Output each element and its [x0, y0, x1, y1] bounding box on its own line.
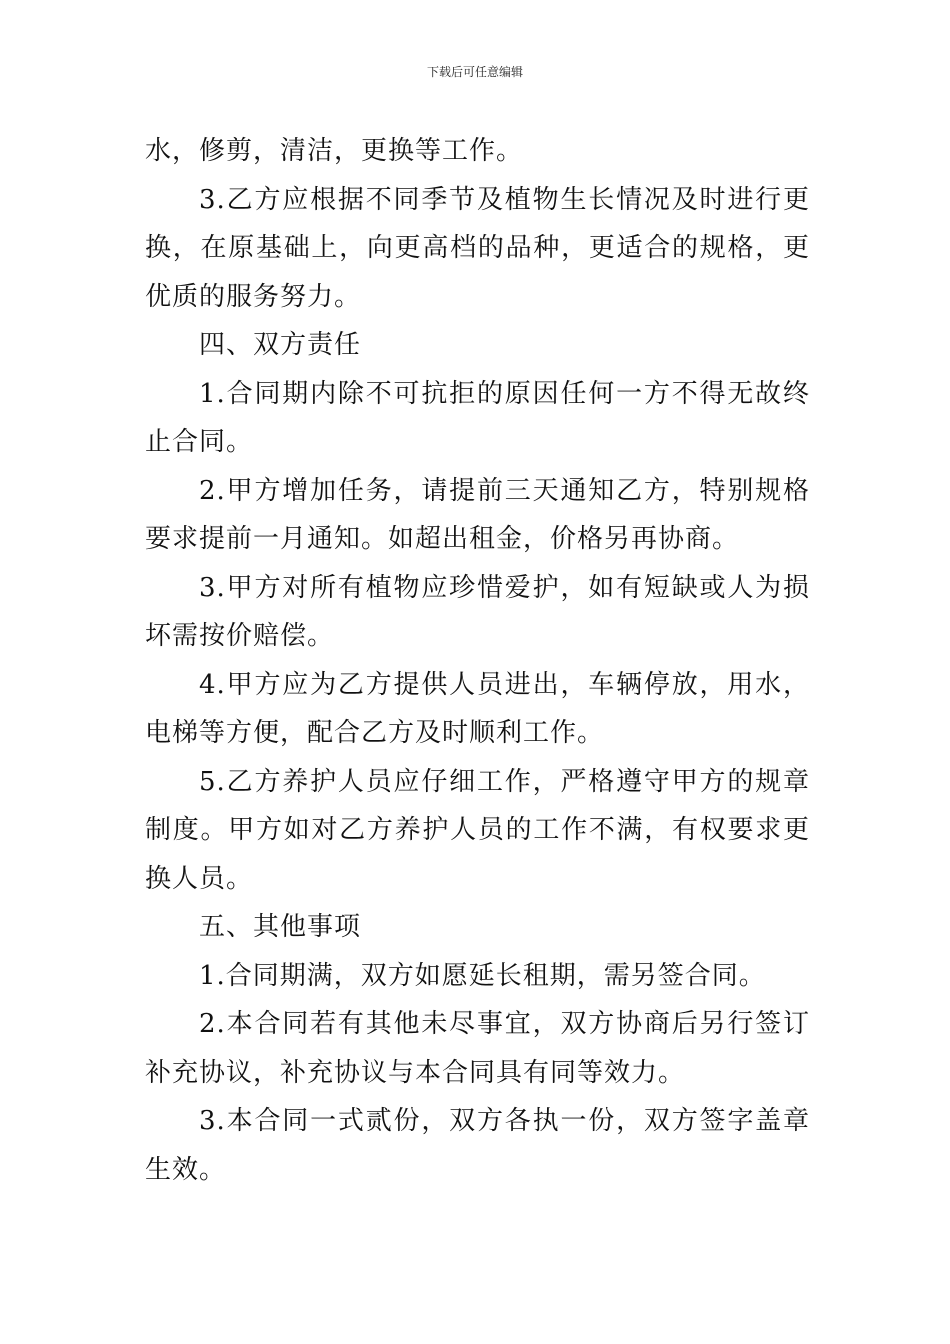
- paragraph-item-3-copies: 3.本合同一式贰份，双方各执一份，双方签字盖章生效。: [145, 1106, 810, 1185]
- page-header: 下载后可任意编辑: [426, 65, 523, 79]
- paragraph-item-2-supplement: 2.本合同若有其他未尽事宜，双方协商后另行签订补充协议，补充协议与本合同具有同等效力。: [145, 1009, 810, 1088]
- paragraph-item-3-care: 3.甲方对所有植物应珍惜爱护，如有短缺或人为损坏需按价赔偿。: [145, 572, 810, 651]
- paragraph-item-5-staff: 5.乙方养护人员应仔细工作，严格遵守甲方的规章制度。甲方如对乙方养护人员的工作不满，有权要求更换人员。: [145, 766, 810, 894]
- paragraph-continuation: 水，修剪，清洁，更换等工作。: [145, 136, 524, 166]
- section-heading-other-matters: 五、其他事项: [199, 912, 362, 942]
- paragraph-item-1-termination: 1.合同期内除不可抗拒的原因任何一方不得无故终止合同。: [145, 378, 810, 457]
- document-body: [145, 127, 810, 1194]
- section-heading-responsibilities: 四、双方责任: [199, 330, 362, 360]
- paragraph-item-4-access: 4.甲方应为乙方提供人员进出，车辆停放，用水，电梯等方便，配合乙方及时顺利工作。: [145, 669, 810, 748]
- paragraph-item-3-replacement: 3.乙方应根据不同季节及植物生长情况及时进行更换，在原基础上，向更高档的品种，更适合的规格，更优质的服务努力。: [145, 184, 810, 312]
- paragraph-item-2-notice: 2.甲方增加任务，请提前三天通知乙方，特别规格要求提前一月通知。如超出租金，价格另再协商。: [145, 475, 810, 554]
- paragraph-item-1-extension: 1.合同期满，双方如愿延长租期，需另签合同。: [199, 960, 766, 991]
